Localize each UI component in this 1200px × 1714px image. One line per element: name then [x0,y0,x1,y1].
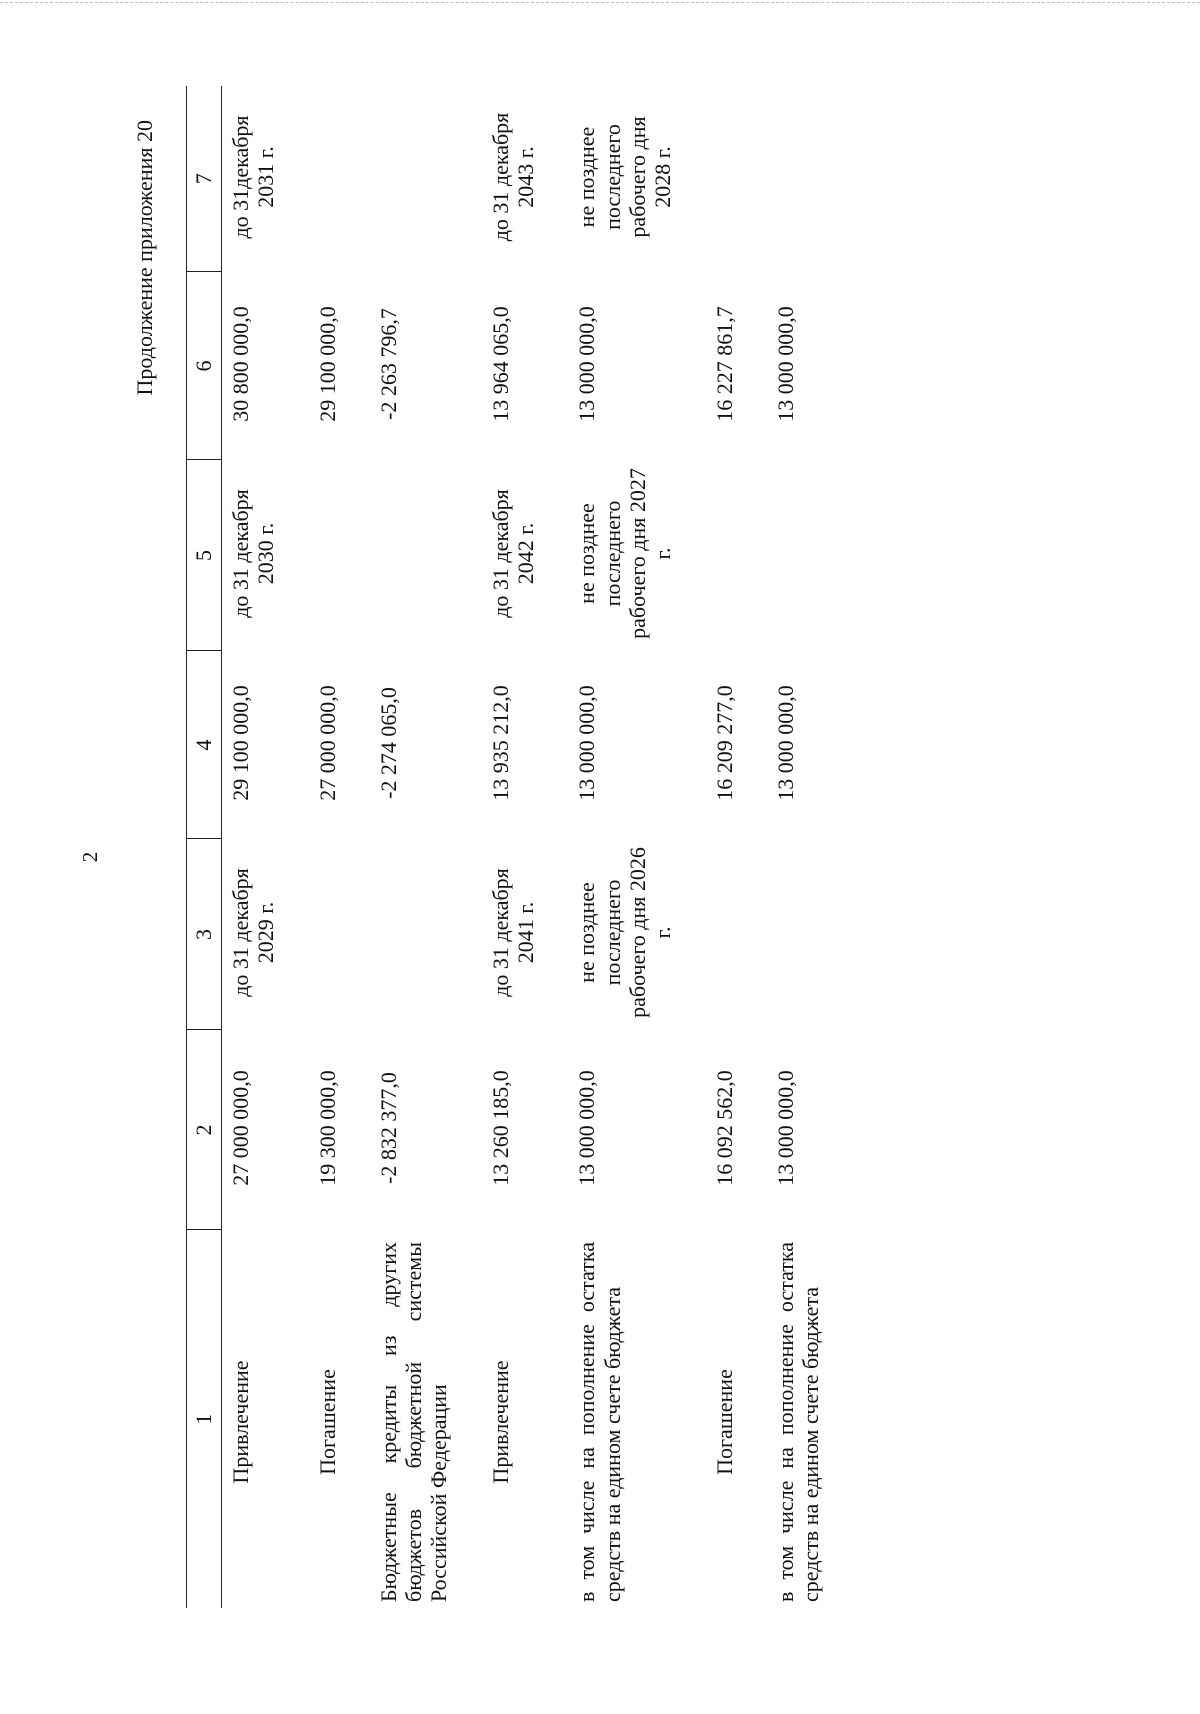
table-cell [767,86,854,272]
table-cell [309,839,370,1030]
table-cell: не позднее последнего рабочего дня 2027 г. [574,468,676,639]
row-label: Погашение [711,1369,737,1475]
table-cell [706,460,767,651]
column-header: 7 [187,86,222,272]
row-label: Привлечение [228,1360,253,1484]
table-cell: до 31 декабря 2041 г. [487,868,539,997]
table-cell: 16 092 562,0 [711,1070,737,1186]
table-cell: 29 100 000,0 [228,685,253,801]
table-cell: 13 935 212,0 [487,685,513,801]
table-cell [370,460,482,651]
table-row [309,86,370,1608]
table-cell: до 31декабря 2031 г. [228,115,279,239]
table-cell: до 31 декабря 2042 г. [487,489,539,618]
table-cell: 16 209 277,0 [711,685,737,801]
table-cell [767,460,854,651]
row-label: в том числе на пополнение остатка средств на едином счете бюджета [772,1242,824,1602]
table-cell: 13 000 000,0 [574,1070,600,1186]
row-label: в том числе на пополнение остатка средств на едином счете бюджета [574,1242,625,1602]
column-header: 4 [187,651,222,839]
row-label: Привлечение [487,1360,513,1484]
table-cell: 30 800 000,0 [228,306,253,422]
table-cell [309,86,370,272]
table-cell: 27 000 000,0 [314,685,340,801]
page-number: 2 [78,851,102,863]
table-row [706,86,767,1608]
table-cell [706,839,767,1030]
table-cell: не позднее последнего рабочего дня 2028 г. [574,116,676,238]
table-cell: 13 000 000,0 [772,685,798,801]
table-row [568,86,705,1608]
table-cell: 19 300 000,0 [314,1070,340,1186]
column-header: 1 [187,1230,222,1608]
table-row [222,86,309,1608]
table-cell: до 31 декабря 2030 г. [228,489,279,618]
column-header: 5 [187,460,222,651]
table-cell: 13 000 000,0 [574,306,600,422]
row-label: Бюджетные кредиты из других бюджетов бюджетной системы Российской Федерации [375,1242,452,1602]
column-header: 2 [187,1030,222,1230]
header-row [187,86,222,1608]
table-cell: 13 000 000,0 [772,1070,798,1186]
table-cell: -2 832 377,0 [375,1072,401,1184]
table-cell [370,839,482,1030]
table-cell [767,839,854,1030]
table-cell: 13 000 000,0 [772,306,798,422]
table-row [767,86,854,1608]
table-cell: 13 964 065,0 [487,306,513,422]
row-label: Погашение [314,1369,340,1475]
table-cell: не позднее последнего рабочего дня 2026 г. [574,847,676,1018]
budget-credits-table [186,86,853,1608]
table-cell: 16 227 861,7 [711,306,737,422]
table-cell [706,86,767,272]
table-row [370,86,482,1608]
column-header: 3 [187,839,222,1030]
column-header: 6 [187,272,222,460]
table-cell: 27 000 000,0 [228,1070,253,1186]
continuation-note: Продолжение приложения 20 [132,120,157,396]
table-row [482,86,569,1608]
table-cell: -2 263 796,7 [375,308,401,420]
table-cell [309,460,370,651]
table-cell: 13 260 185,0 [487,1070,513,1186]
table-cell: 29 100 000,0 [314,306,340,422]
table-cell [370,86,482,272]
table-cell: до 31 декабря 2029 г. [228,868,279,997]
table-cell: 13 000 000,0 [574,685,600,801]
table-cell: -2 274 065,0 [375,687,401,799]
table-cell: до 31 декабря 2043 г. [487,112,539,242]
